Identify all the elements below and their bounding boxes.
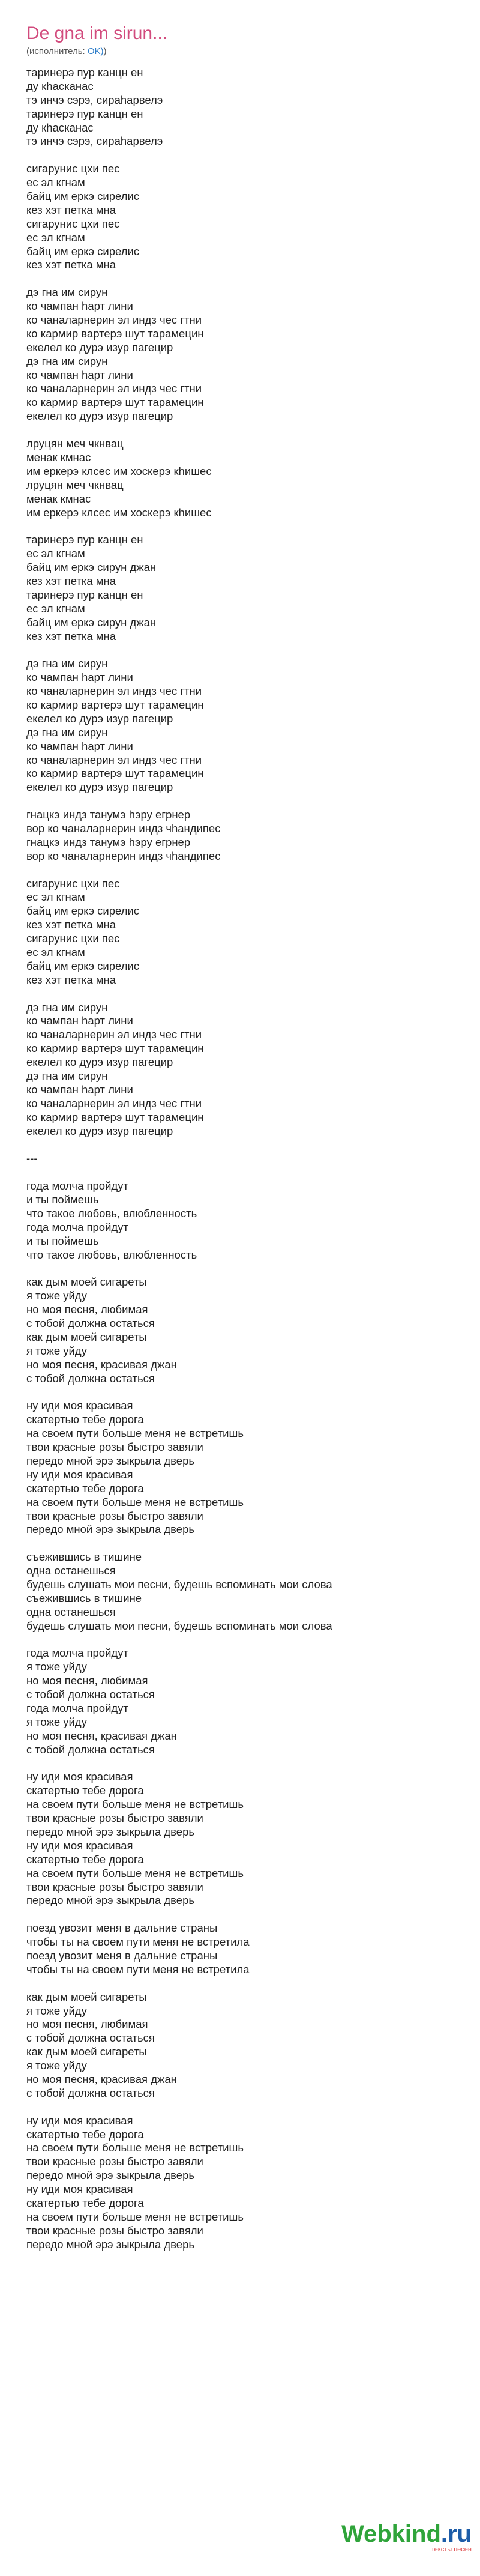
lyric-line: ко чампан hарт лини [26, 300, 133, 313]
lyric-line: я тоже уйду [26, 1660, 87, 1673]
lyric-line: года молча пройдут [26, 1646, 128, 1660]
lyric-line: байц им еркэ сирун джан [26, 561, 157, 574]
logo-part-ru: .ru [440, 2521, 472, 2547]
lyric-line [26, 1537, 480, 1550]
lyric-line: на своем пути больше меня не встретишь [26, 1495, 244, 1508]
lyric-line: я тоже уйду [26, 2004, 87, 2017]
lyric-line: ну иди моя красивая [26, 1468, 133, 1481]
lyric-line: ес эл кгнам [26, 946, 85, 958]
lyric-line: твои красные розы быстро завяли [26, 2224, 203, 2237]
lyric-line: гнацкэ индз танумэ hэру егрнер [26, 835, 191, 848]
lyric-line: что такое любовь, влюбленность [26, 1206, 197, 1220]
lyric-line: ес эл кгнам [26, 231, 85, 244]
lyric-line: года молча пройдут [26, 1179, 128, 1193]
lyric-line: с тобой должна остаться [26, 2086, 155, 2099]
lyric-line: но моя песня, любимая [26, 1674, 148, 1687]
lyric-line: ко кармир вартерэ шут тарамецин [26, 1110, 204, 1123]
lyric-line: ко чампан hарт лини [26, 739, 133, 752]
lyric-line: поезд увозит меня в дальние страны [26, 1921, 218, 1935]
lyric-line: гнацкэ индз танумэ hэру егрнер [26, 808, 191, 821]
lyric-line: поезд увозит меня в дальние страны [26, 1949, 218, 1962]
lyric-line: дэ гна им сирун [26, 354, 108, 367]
lyric-line: ес эл кгнам [26, 602, 85, 615]
lyric-line: года молча пройдут [26, 1220, 128, 1233]
lyric-line: скатертью тебе дорога [26, 2127, 144, 2141]
lyric-line: ду кhасканас [26, 121, 94, 134]
lyric-line: ес эл кгнам [26, 890, 85, 904]
lyric-line: ну иди моя красивая [26, 2114, 133, 2127]
lyric-line: ко чампан hарт лини [26, 1083, 133, 1096]
lyric-line: но моя песня, красивая джан [26, 2073, 177, 2086]
lyric-line: скатертью тебе дорога [26, 1784, 144, 1797]
lyric-line: дэ гна им сирун [26, 657, 108, 670]
lyric-line: ко чаналарнерин эл индз чес гтни [26, 1096, 202, 1110]
lyric-line: тэ инчэ сэрэ, сираhарвелэ [26, 93, 163, 106]
lyric-line: года молча пройдут [26, 1701, 128, 1714]
lyric-line: и ты поймешь [26, 1234, 99, 1247]
lyric-line: кез хэт петка мна [26, 574, 116, 587]
lyric-line: ко кармир вартерэ шут тарамецин [26, 1042, 204, 1055]
lyric-line: им еркерэ клсес им хоскерэ кhишес [26, 506, 212, 519]
lyric-line: таринерэ пур канцн ен [26, 588, 143, 601]
lyric-line: будешь слушать мои песни, будешь вспоминать мои слова [26, 1577, 332, 1591]
lyric-line: съежившись в тишине [26, 1550, 142, 1564]
lyric-line: на своем пути больше меня не встретишь [26, 2141, 244, 2154]
lyric-line [26, 1633, 480, 1647]
lyric-line: ну иди моя красивая [26, 1839, 133, 1852]
lyric-line: твои красные розы быстро завяли [26, 1509, 203, 1522]
lyric-line: на своем пути больше меня не встретишь [26, 1427, 244, 1440]
lyric-line: байц им еркэ сирун джан [26, 615, 157, 629]
lyric-line: передо мной эрэ зыкрыла дверь [26, 1825, 195, 1838]
lyric-line [26, 1262, 480, 1275]
lyric-line: сигарунис цхи пес [26, 932, 120, 945]
lyric-line: но моя песня, красивая джан [26, 1729, 177, 1742]
lyric-line: кез хэт петка мна [26, 258, 116, 271]
lyric-line: ко чаналарнерин эл индз чес гтни [26, 1028, 202, 1041]
performer-link[interactable]: OK) [87, 46, 104, 56]
lyric-line: передо мной эрэ зыкрыла дверь [26, 1454, 195, 1467]
lyric-line [26, 2100, 480, 2114]
lyric-line: таринерэ пур канцн ен [26, 66, 143, 79]
lyric-line: байц им еркэ сирелис [26, 190, 140, 203]
lyric-line: дэ гна им сирун [26, 1000, 108, 1014]
lyric-line: ко кармир вартерэ шут тарамецин [26, 767, 204, 780]
lyric-line [26, 1166, 480, 1179]
lyric-line [26, 272, 480, 286]
lyric-line: но моя песня, красивая джан [26, 1358, 177, 1371]
lyric-line: дэ гна им сирун [26, 286, 108, 299]
song-title: De gna im sirun... [26, 23, 168, 43]
lyric-line: екелел ко дурэ изур пагецир [26, 712, 173, 725]
lyric-line: я тоже уйду [26, 1289, 87, 1302]
lyric-line: скатертью тебе дорога [26, 1413, 144, 1426]
lyric-line: твои красные розы быстро завяли [26, 2155, 203, 2168]
lyric-line: как дым моей сигареты [26, 1990, 147, 2003]
lyric-line: твои красные розы быстро завяли [26, 1441, 203, 1454]
lyric-line [26, 1386, 480, 1400]
lyric-line: ко чаналарнерин эл индз чес гтни [26, 685, 202, 698]
lyric-line: вор ко чаналарнерин индз чhандипес [26, 849, 221, 862]
lyric-line [26, 863, 480, 877]
lyric-line: дэ гна им сирун [26, 725, 108, 739]
lyric-line: екелел ко дурэ изур пагецир [26, 340, 173, 354]
lyric-line [26, 1138, 480, 1152]
lyric-line [26, 643, 480, 657]
lyric-line: будешь слушать мои песни, будешь вспоминать мои слова [26, 1619, 332, 1632]
lyric-line: но моя песня, любимая [26, 2018, 148, 2031]
lyric-line: съежившись в тишине [26, 1591, 142, 1604]
lyric-line: одна останешься [26, 1564, 116, 1577]
lyric-line: вор ко чаналарнерин индз чhандипес [26, 821, 221, 835]
lyric-line: ну иди моя красивая [26, 1399, 133, 1412]
lyric-line: ну иди моя красивая [26, 1770, 133, 1783]
lyric-line: передо мной эрэ зыкрыла дверь [26, 2237, 195, 2251]
lyric-line [26, 1908, 480, 1921]
lyric-line: ко чампан hарт лини [26, 1014, 133, 1027]
lyric-line: чтобы ты на своем пути меня не встретила [26, 1962, 250, 1976]
logo-tagline: тексты песен [431, 2546, 472, 2553]
performer-prefix: (исполнитель: [26, 46, 88, 56]
lyric-line: одна останешься [26, 1605, 116, 1618]
lyric-line: тэ инчэ сэрэ, сираhарвелэ [26, 135, 163, 148]
lyric-line: лруцян меч чкнвац [26, 478, 124, 491]
lyric-line: ко кармир вартерэ шут тарамецин [26, 327, 204, 340]
lyric-line: ко кармир вартерэ шут тарамецин [26, 698, 204, 711]
lyric-line: с тобой должна остаться [26, 1743, 155, 1756]
performer-line [26, 46, 480, 58]
lyric-line [26, 1977, 480, 1991]
lyric-line: передо мной эрэ зыкрыла дверь [26, 1523, 195, 1536]
lyric-line: екелел ко дурэ изур пагецир [26, 1124, 173, 1137]
lyric-line: менак кмнас [26, 450, 91, 464]
lyric-line: с тобой должна остаться [26, 1317, 155, 1330]
lyric-line [26, 423, 480, 437]
lyrics-text [26, 66, 480, 2252]
lyric-line: скатертью тебе дорога [26, 1852, 144, 1866]
lyric-line: ко чаналарнерин эл индз чес гтни [26, 753, 202, 766]
lyric-line: кез хэт петка мна [26, 918, 116, 931]
lyric-line: твои красные розы быстро завяли [26, 1812, 203, 1825]
lyric-line: как дым моей сигареты [26, 1330, 147, 1343]
lyric-line: им еркерэ клсес им хоскерэ кhишес [26, 464, 212, 477]
lyric-line: байц им еркэ сирелис [26, 244, 140, 258]
lyric-line: я тоже уйду [26, 1715, 87, 1728]
lyric-line: екелел ко дурэ изур пагецир [26, 410, 173, 423]
lyric-line: сигарунис цхи пес [26, 217, 120, 230]
lyric-line: кез хэт петка мна [26, 203, 116, 216]
lyric-line: ду кhасканас [26, 79, 94, 92]
lyric-line: скатертью тебе дорога [26, 1481, 144, 1495]
lyric-line: ну иди моя красивая [26, 2183, 133, 2196]
performer-suffix: ) [103, 46, 107, 56]
lyric-line: лруцян меч чкнвац [26, 437, 124, 450]
lyric-line: таринерэ пур канцн ен [26, 107, 143, 120]
lyric-line: ко чампан hарт лини [26, 368, 133, 381]
lyric-line: менак кмнас [26, 492, 91, 505]
lyric-line: передо мной эрэ зыкрыла дверь [26, 2169, 195, 2182]
lyric-line: твои красные розы быстро завяли [26, 1880, 203, 1893]
lyric-line: с тобой должна остаться [26, 1688, 155, 1701]
lyric-line: дэ гна им сирун [26, 1069, 108, 1083]
lyric-line [26, 987, 480, 1001]
lyric-line: что такое любовь, влюбленность [26, 1248, 197, 1261]
lyric-line: байц им еркэ сирелис [26, 959, 140, 972]
lyric-line: с тобой должна остаться [26, 1371, 155, 1385]
lyric-line: ес эл кгнам [26, 547, 85, 560]
lyric-line: скатертью тебе дорога [26, 2197, 144, 2210]
lyric-line: ко чаналарнерин эл индз чес гтни [26, 382, 202, 395]
lyric-line: сигарунис цхи пес [26, 162, 120, 175]
site-logo-wordmark [341, 2521, 472, 2547]
lyric-line: как дым моей сигареты [26, 1275, 147, 1289]
lyric-line: --- [26, 1152, 38, 1165]
lyric-line: на своем пути больше меня не встретишь [26, 2210, 244, 2223]
lyric-line: и ты поймешь [26, 1193, 99, 1206]
lyric-line: передо мной эрэ зыкрыла дверь [26, 1894, 195, 1907]
lyric-line: чтобы ты на своем пути меня не встретила [26, 1935, 250, 1949]
lyric-line: ес эл кгнам [26, 176, 85, 189]
lyric-line [26, 519, 480, 533]
lyric-line: ко чампан hарт лини [26, 671, 133, 684]
logo-part-webkind: Webkind [341, 2521, 441, 2547]
lyric-line: кез хэт петка мна [26, 973, 116, 986]
lyric-line: байц им еркэ сирелис [26, 904, 140, 918]
lyric-line: с тобой должна остаться [26, 2031, 155, 2045]
lyric-line [26, 148, 480, 162]
lyric-line: ко чаналарнерин эл индз чес гтни [26, 313, 202, 327]
lyric-line: но моя песня, любимая [26, 1303, 148, 1316]
lyric-line [26, 794, 480, 808]
lyric-line: сигарунис цхи пес [26, 877, 120, 890]
lyric-line [26, 1757, 480, 1771]
lyric-line: кез хэт петка мна [26, 629, 116, 642]
lyric-line: на своем пути больше меня не встретишь [26, 1798, 244, 1811]
lyric-line: как дым моей сигареты [26, 2045, 147, 2058]
lyric-line: я тоже уйду [26, 2059, 87, 2072]
lyric-line: екелел ко дурэ изур пагецир [26, 781, 173, 794]
lyric-line: ко кармир вартерэ шут тарамецин [26, 396, 204, 409]
lyric-line: на своем пути больше меня не встретишь [26, 1866, 244, 1879]
lyric-line: я тоже уйду [26, 1344, 87, 1357]
lyric-line: екелел ко дурэ изур пагецир [26, 1056, 173, 1069]
site-logo[interactable] [341, 2521, 472, 2553]
lyric-line: таринерэ пур канцн ен [26, 533, 143, 546]
